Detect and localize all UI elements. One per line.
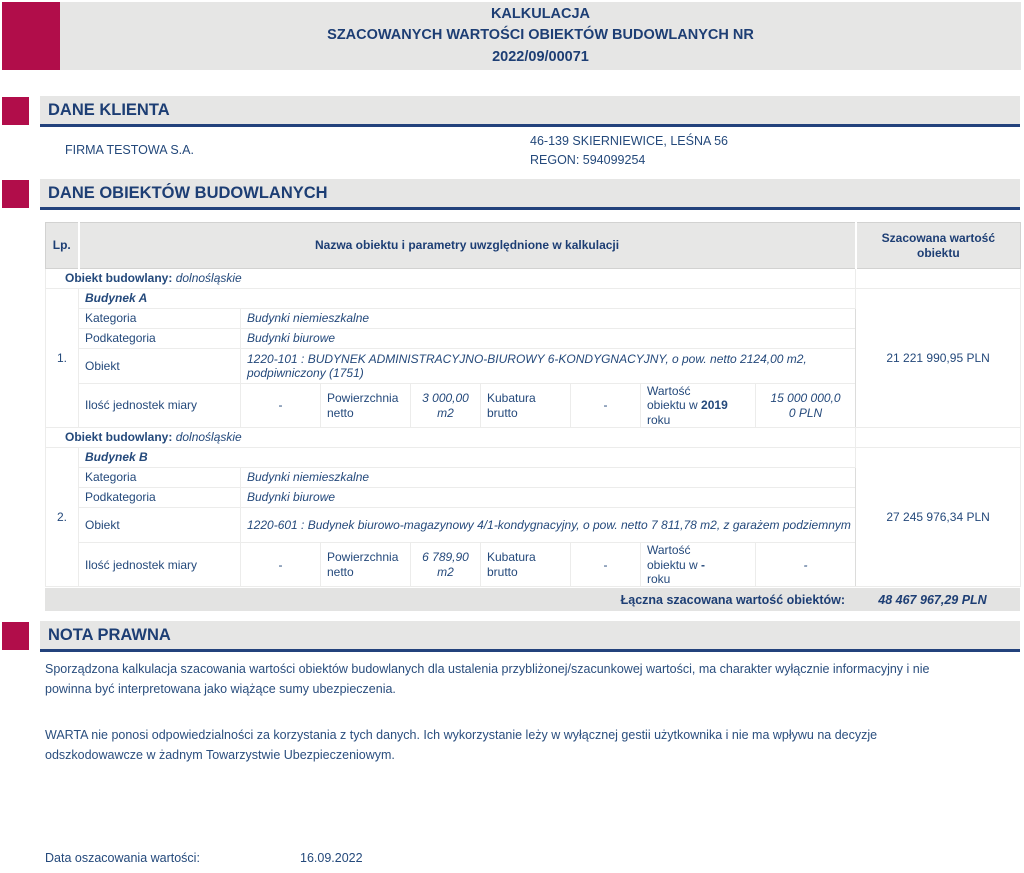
subcategory-value: Budynki biurowe [241, 329, 856, 349]
section-marker-square [2, 97, 29, 125]
brand-logo-block [2, 2, 60, 70]
year-suffix: roku [647, 571, 671, 586]
section-header-objects [0, 179, 1020, 210]
year-value: 2019 [701, 398, 728, 413]
table-row-building [46, 448, 1021, 468]
historic-value-year-label [641, 384, 756, 428]
section-heading-legal: NOTA PRAWNA [48, 625, 171, 644]
col-header-lp: Lp. [46, 223, 79, 269]
title-line-1: KALKULACJA [490, 6, 591, 23]
category-value: Budynki niemieszkalne [241, 468, 856, 488]
subcategory-label: Podkategoria [79, 329, 241, 349]
gross-volume-label: Kubatura brutto [481, 384, 571, 428]
year-prefix: Wartość obiektu w [647, 384, 698, 413]
historic-value-year-label [641, 543, 756, 587]
object-description: 1220-101 : BUDYNEK ADMINISTRACYJNO-BIUROWY 6-KONDYGNACYJNY, o pow. netto 2124,00 m2, podpiwniczony (1751) [241, 349, 856, 384]
document-header [2, 2, 1021, 70]
row-number: 2. [46, 448, 79, 587]
col-header-name: Nazwa obiektu i parametry uwzględnione w kalkulacji [79, 223, 856, 269]
group-label: Obiekt budowlany: [65, 430, 173, 445]
client-address-line: 46-139 SKIERNIEWICE, LEŚNA 56 [530, 134, 729, 148]
units-dash-1: - [241, 543, 321, 587]
section-heading-objects: DANE OBIEKTÓW BUDOWLANYCH [48, 183, 328, 202]
historic-value: - [756, 543, 856, 587]
building-name: Budynek A [79, 289, 856, 309]
estimation-date-label: Data oszacowania wartości: [45, 851, 200, 865]
units-label: Ilość jednostek miary [79, 384, 241, 428]
table-row-group-header [46, 428, 1021, 448]
object-label: Obiekt [79, 508, 241, 543]
subcategory-value: Budynki biurowe [241, 488, 856, 508]
objects-table [45, 222, 1021, 587]
units-dash-2: - [571, 543, 641, 587]
estimation-date-value: 16.09.2022 [300, 851, 363, 865]
table-row-building [46, 289, 1021, 309]
group-region: dolnośląskie [175, 430, 242, 445]
group-region: dolnośląskie [175, 271, 242, 286]
year-suffix: roku [647, 412, 671, 427]
page-title [60, 2, 1021, 70]
category-value: Budynki niemieszkalne [241, 309, 856, 329]
section-heading-client: DANE KLIENTA [48, 100, 170, 119]
historic-value: 15 000 000,0 0 PLN [756, 384, 856, 428]
title-line-3: 2022/09/00071 [492, 48, 589, 65]
units-dash-2: - [571, 384, 641, 428]
total-row [45, 588, 1020, 611]
category-label: Kategoria [79, 309, 241, 329]
client-address-block [530, 132, 728, 170]
object-group-label [46, 269, 856, 289]
client-name: FIRMA TESTOWA S.A. [65, 143, 194, 157]
total-label: Łączna szacowana wartość obiektów: [620, 592, 845, 607]
building-name: Budynek B [79, 448, 856, 468]
estimated-value-spacer [856, 269, 1021, 289]
table-row-group-header [46, 269, 1021, 289]
estimated-value-spacer [856, 428, 1021, 448]
object-label: Obiekt [79, 349, 241, 384]
object-group-label [46, 428, 856, 448]
estimated-value: 21 221 990,95 PLN [856, 289, 1021, 428]
section-header-client [0, 96, 1020, 127]
subcategory-label: Podkategoria [79, 488, 241, 508]
year-prefix: Wartość obiektu w [647, 543, 698, 572]
group-label: Obiekt budowlany: [65, 271, 173, 286]
legal-paragraph-2: WARTA nie ponosi odpowiedzialności za korzystania z tych danych. Ich wykorzystanie leży w wyłącznej gestii użytkownika i nie ma wpływu na decyzje odszkodowawcze w żadnym Towarzystwie Ubezpieczeniowym. [45, 728, 878, 762]
category-label: Kategoria [79, 468, 241, 488]
section-header-legal [0, 621, 1020, 652]
year-value: - [701, 557, 706, 572]
section-marker-square [2, 180, 29, 208]
row-number: 1. [46, 289, 79, 428]
net-area-value: 6 789,90 m2 [411, 543, 481, 587]
client-regon: REGON: 594099254 [530, 152, 646, 167]
gross-volume-label: Kubatura brutto [481, 543, 571, 587]
units-dash-1: - [241, 384, 321, 428]
net-area-label: Powierzchnia netto [321, 543, 411, 587]
estimated-value: 27 245 976,34 PLN [856, 448, 1021, 587]
section-marker-square [2, 622, 29, 650]
total-value: 48 467 967,29 PLN [878, 592, 987, 607]
net-area-label: Powierzchnia netto [321, 384, 411, 428]
table-header-row [46, 223, 1021, 269]
title-line-2: SZACOWANYCH WARTOŚCI OBIEKTÓW BUDOWLANYCH NR [327, 27, 754, 44]
net-area-value: 3 000,00 m2 [411, 384, 481, 428]
col-header-estimated-value: Szacowana wartość obiektu [856, 223, 1021, 269]
legal-paragraph-1: Sporządzona kalkulacja szacowania wartości obiektów budowlanych dla ustalenia przybliżonej/szacunkowej wartości, ma charakter wyłącznie informacyjny i nie powinna być interpretowana jako wiążące sumy ubezpieczenia. [45, 662, 930, 696]
object-description: 1220-601 : Budynek biurowo-magazynowy 4/1-kondygnacyjny, o pow. netto 7 811,78 m2, z garażem podziemnym [241, 508, 856, 543]
units-label: Ilość jednostek miary [79, 543, 241, 587]
